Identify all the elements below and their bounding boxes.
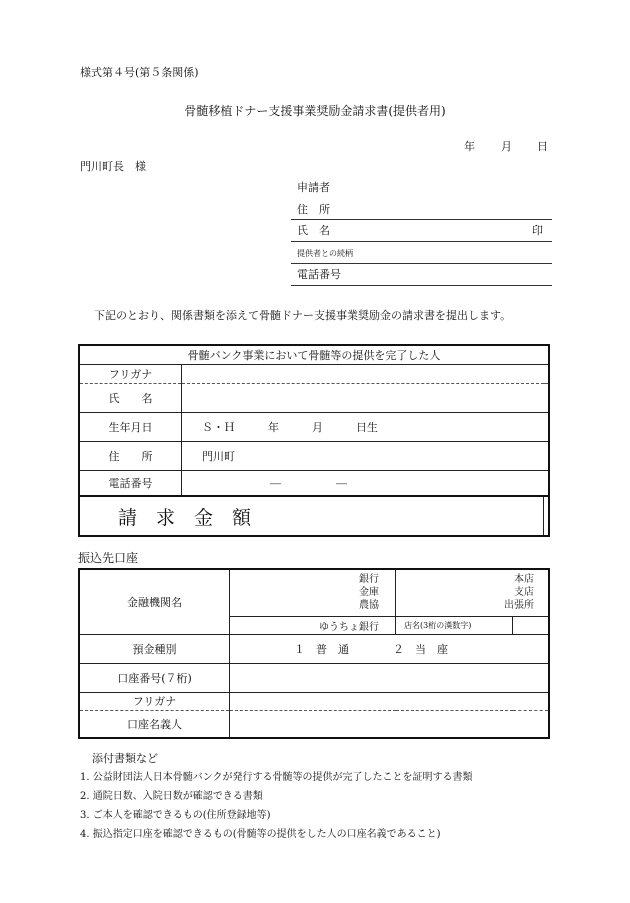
donor-table-heading: 骨髄バンク事業において骨髄等の提供を完了した人 bbox=[79, 345, 549, 364]
holder-name-field[interactable] bbox=[230, 710, 550, 738]
store-name-field[interactable] bbox=[513, 616, 550, 634]
donor-phone-field[interactable]: ― ― bbox=[182, 470, 550, 496]
attachment-item-3: 3. ご本人を確認できるもの(住所登録地等) bbox=[80, 810, 271, 821]
branch-type-office: 出張所 bbox=[504, 600, 534, 612]
applicant-address-label: 住 所 bbox=[297, 203, 330, 216]
branch-type-branch: 支店 bbox=[514, 587, 534, 599]
applicant-name-line[interactable] bbox=[291, 241, 552, 242]
deposit-type-field[interactable]: １ 普 通 ２ 当 座 bbox=[230, 634, 550, 663]
donor-birth-field[interactable]: Ｓ・Ｈ 年 月 日生 bbox=[182, 412, 550, 441]
donor-address-field[interactable]: 門川町 bbox=[182, 441, 550, 470]
yucho-option[interactable]: ゆうちょ銀行 bbox=[230, 616, 396, 634]
applicant-address-line[interactable] bbox=[291, 219, 552, 220]
date-day-label: 日 bbox=[537, 140, 548, 153]
store-name-label: 店名(3桁の漢数字) bbox=[396, 616, 513, 634]
addressee: 門川町長 様 bbox=[80, 160, 146, 173]
relation-label: 提供者との続柄 bbox=[297, 249, 353, 258]
attachments-heading: 添付書類など bbox=[92, 752, 158, 765]
bank-table bbox=[78, 568, 550, 739]
donor-name-label: 氏 名 bbox=[79, 383, 182, 412]
holder-name-label: 口座名義人 bbox=[79, 710, 230, 738]
bank-type-bank: 銀行 bbox=[359, 574, 379, 586]
applicant-phone-label: 電話番号 bbox=[297, 268, 341, 281]
bank-type-shinkin: 金庫 bbox=[359, 587, 379, 599]
attachment-item-2: 2. 通院日数、入院日数が確認できる書類 bbox=[80, 791, 263, 802]
branch-type-main: 本店 bbox=[514, 574, 534, 586]
account-number-field[interactable] bbox=[230, 663, 550, 692]
applicant-phone-line[interactable] bbox=[291, 285, 552, 286]
holder-furigana-label: フリガナ bbox=[79, 692, 230, 710]
bank-type-nokyo: 農協 bbox=[359, 600, 379, 612]
form-number: 様式第４号(第５条関係) bbox=[80, 66, 199, 79]
amount-field[interactable] bbox=[544, 496, 549, 536]
attachment-item-1: 1. 公益財団法人日本骨髄バンクが発行する骨髄等の提供が完了したことを証明する書類 bbox=[80, 772, 473, 783]
donor-name-field[interactable] bbox=[182, 383, 550, 412]
holder-furigana-field[interactable] bbox=[230, 692, 550, 710]
institution-label: 金融機関名 bbox=[79, 569, 230, 634]
date-year-label: 年 bbox=[464, 140, 475, 153]
relation-line[interactable] bbox=[291, 263, 552, 264]
donor-address-label: 住 所 bbox=[79, 441, 182, 470]
account-number-label: 口座番号(７桁) bbox=[79, 663, 230, 692]
applicant-heading: 申請者 bbox=[297, 181, 330, 194]
bank-section-heading: 振込先口座 bbox=[78, 551, 139, 565]
seal-mark: 印 bbox=[532, 224, 543, 237]
donor-furigana-label: フリガナ bbox=[79, 364, 182, 383]
deposit-type-label: 預金種別 bbox=[79, 634, 230, 663]
donor-furigana-field[interactable] bbox=[182, 364, 550, 383]
bank-type-options[interactable] bbox=[230, 569, 396, 616]
applicant-name-label: 氏 名 bbox=[297, 224, 330, 237]
attachment-item-4: 4. 振込指定口座を確認できるもの(骨髄等の提供をした人の口座名義であること) bbox=[80, 829, 441, 840]
page-title: 骨髄移植ドナー支援事業奨励金請求書(提供者用) bbox=[184, 104, 446, 118]
amount-label: 請 求 金 額 bbox=[79, 496, 544, 536]
date-month-label: 月 bbox=[501, 140, 512, 153]
donor-table bbox=[78, 344, 550, 537]
donor-birth-label: 生年月日 bbox=[79, 412, 182, 441]
donor-phone-label: 電話番号 bbox=[79, 470, 182, 496]
intro-text: 下記のとおり、関係書類を添えて骨髄ドナー支援事業奨励金の請求書を提出します。 bbox=[94, 309, 512, 322]
branch-type-options[interactable] bbox=[396, 569, 550, 616]
